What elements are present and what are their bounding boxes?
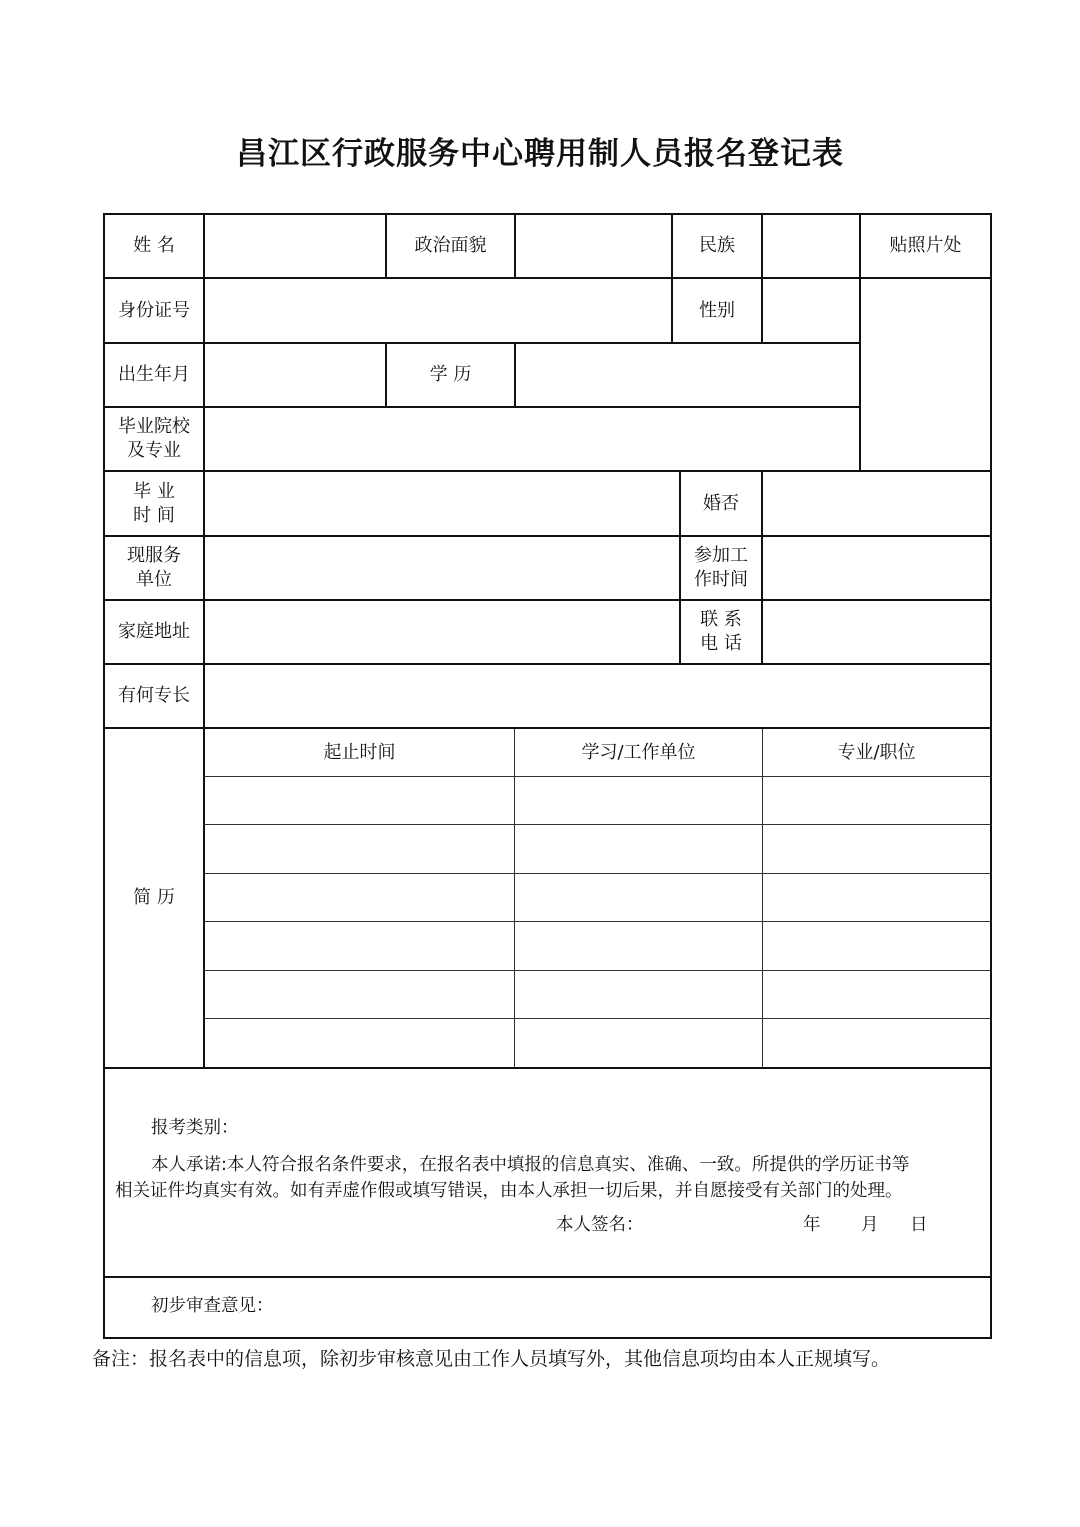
label-gender: 性别 xyxy=(699,299,735,321)
photo-area[interactable] xyxy=(861,279,990,470)
date-day: 日 xyxy=(910,1215,928,1235)
resume-period-cell[interactable] xyxy=(205,777,514,824)
resume-unit-cell[interactable] xyxy=(515,1019,762,1067)
work-start-field[interactable] xyxy=(763,537,990,599)
exam-category-label: 报考类别： xyxy=(151,1118,239,1138)
resume-position-cell[interactable] xyxy=(763,971,990,1018)
birth-field[interactable] xyxy=(205,344,385,406)
label-phone: 联 系 电 话 xyxy=(700,609,742,654)
resume-period-cell[interactable] xyxy=(205,1019,514,1067)
label-birth: 出生年月 xyxy=(118,364,190,385)
label-address: 家庭地址 xyxy=(118,621,190,642)
resume-period-cell[interactable] xyxy=(205,971,514,1018)
ethnicity-field[interactable] xyxy=(763,215,859,277)
label-work-start: 参加工 作时间 xyxy=(694,545,748,590)
resume-header-unit: 学习/工作单位 xyxy=(581,741,696,763)
declaration-line-1: 本人承诺:本人符合报名条件要求，在报名表中填报的信息真实、准确、一致。所提供的学历证书等 xyxy=(151,1155,910,1175)
label-employer: 现服务 单位 xyxy=(127,545,181,590)
label-political: 政治面貌 xyxy=(414,235,487,256)
resume-header-position: 专业/职位 xyxy=(837,741,916,763)
signature-field[interactable] xyxy=(650,1210,790,1240)
label-resume: 简 历 xyxy=(133,887,175,908)
label-education: 学 历 xyxy=(429,364,472,385)
label-photo: 贴照片处 xyxy=(889,235,962,256)
form-title: 昌江区行政服务中心聘用制人员报名登记表 xyxy=(236,136,844,172)
skills-field[interactable] xyxy=(205,665,990,727)
resume-position-cell[interactable] xyxy=(763,825,990,873)
phone-field[interactable] xyxy=(763,601,990,663)
label-name: 姓 名 xyxy=(133,235,175,256)
label-grad-time: 毕 业 时 间 xyxy=(133,480,175,526)
date-year: 年 xyxy=(803,1215,821,1235)
resume-position-cell[interactable] xyxy=(763,777,990,824)
gender-field[interactable] xyxy=(763,279,859,342)
employer-field[interactable] xyxy=(205,537,679,599)
resume-header-period: 起止时间 xyxy=(323,741,396,763)
resume-unit-cell[interactable] xyxy=(515,874,762,921)
resume-position-cell[interactable] xyxy=(763,874,990,921)
resume-position-cell[interactable] xyxy=(763,1019,990,1067)
id-number-field[interactable] xyxy=(205,279,671,342)
resume-unit-cell[interactable] xyxy=(515,971,762,1018)
review-field[interactable] xyxy=(290,1280,988,1335)
resume-period-cell[interactable] xyxy=(205,825,514,873)
resume-unit-cell[interactable] xyxy=(515,825,762,873)
date-month: 月 xyxy=(861,1215,879,1235)
label-ethnicity: 民族 xyxy=(699,235,735,256)
name-field[interactable] xyxy=(205,215,385,277)
exam-category-field[interactable] xyxy=(250,1113,650,1143)
label-marital: 婚否 xyxy=(703,492,739,514)
declaration-line-2: 相关证件均真实有效。如有弄虚作假或填写错误，由本人承担一切后果，并自愿接受有关部门的处理。 xyxy=(115,1181,903,1201)
resume-period-cell[interactable] xyxy=(205,874,514,921)
label-id-number: 身份证号 xyxy=(118,299,190,321)
political-field[interactable] xyxy=(516,215,671,277)
school-field[interactable] xyxy=(205,408,859,470)
grad-time-field[interactable] xyxy=(205,472,679,535)
label-school: 毕业院校 及专业 xyxy=(118,416,190,461)
review-label: 初步审查意见： xyxy=(151,1296,274,1316)
address-field[interactable] xyxy=(205,601,679,663)
education-field[interactable] xyxy=(516,344,859,406)
marital-field[interactable] xyxy=(763,472,990,535)
resume-unit-cell[interactable] xyxy=(515,777,762,824)
footnote: 备注：报名表中的信息项，除初步审核意见由工作人员填写外，其他信息项均由本人正规填写。 xyxy=(92,1348,891,1370)
resume-period-cell[interactable] xyxy=(205,922,514,970)
signature-label: 本人签名： xyxy=(556,1215,644,1235)
resume-position-cell[interactable] xyxy=(763,922,990,970)
label-skills: 有何专长 xyxy=(118,685,190,706)
resume-unit-cell[interactable] xyxy=(515,922,762,970)
